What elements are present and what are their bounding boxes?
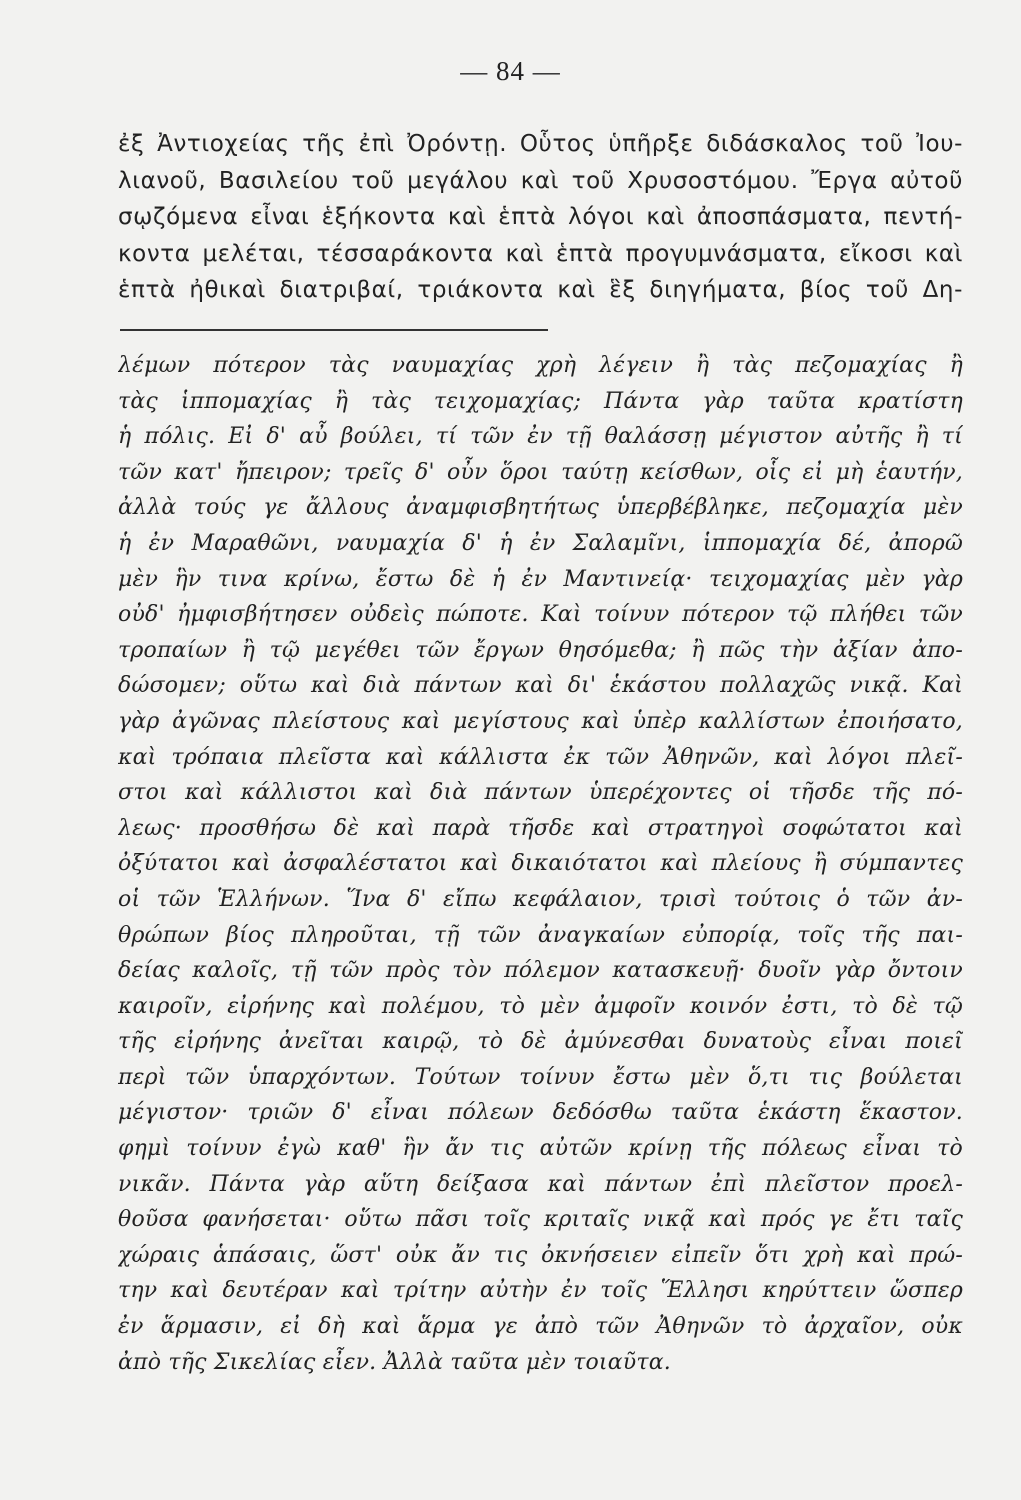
footnote-line: θρώπων βίος πληροῦται, τῇ τῶν ἀναγκαίων εὐπορίᾳ, τοῖς τῆς παι- — [118, 922, 963, 948]
footnote-line: στοι καὶ κάλλιστοι καὶ διὰ πάντων ὑπερέχοντες οἱ τῆσδε τῆς πό- — [118, 780, 963, 806]
text-line: ἐξ Ἀντιοχείας τῆς ἐπὶ Ὀρόντῃ. Οὗτος ὑπῆρξε διδάσκαλος τοῦ Ἰου- — [118, 131, 963, 157]
footnote-line: μὲν ἣν τινα κρίνω, ἔστω δὲ ἡ ἐν Μαντινείᾳ· τειχομαχίας μὲν γὰρ — [118, 566, 963, 592]
text-line: ἑπτὰ ἠθικαὶ διατριβαί, τριάκοντα καὶ ἓξ διηγήματα, βίος τοῦ Δη- — [118, 277, 963, 303]
footnote-line: ὀξύτατοι καὶ ἀσφαλέστατοι καὶ δικαιότατοι καὶ πλείους ἢ σύμπαντες — [118, 851, 963, 877]
text-line: λιανοῦ, Βασιλείου τοῦ μεγάλου καὶ τοῦ Χρυσοστόμου. Ἔργα αὐτοῦ — [118, 167, 963, 194]
footnote-line: ἐν ἅρμασιν, εἰ δὴ καὶ ἅρμα γε ἀπὸ τῶν Ἀθηνῶν τὸ ἀρχαῖον, οὐκ — [118, 1314, 963, 1340]
footnote-line: τροπαίων ἢ τῷ μεγέθει τῶν ἔργων θησόμεθα; ἢ πῶς τὴν ἀξίαν ἀπο- — [118, 637, 963, 663]
footnote-line: τὰς ἱππομαχίας ἢ τὰς τειχομαχίας; Πάντα γὰρ ταῦτα κρατίστη — [118, 388, 963, 414]
footnote-line: λέμων πότερον τὰς ναυμαχίας χρὴ λέγειν ἢ τὰς πεζομαχίας ἢ — [118, 353, 963, 378]
footnote-line: οἱ τῶν Ἑλλήνων. Ἵνα δ' εἴπω κεφάλαιον, τρισὶ τούτοις ὁ τῶν ἀν- — [118, 886, 963, 912]
footnote-line: τῶν κατ' ἤπειρον; τρεῖς δ' οὖν ὅροι ταύτῃ κείσθων, οἷς εἰ μὴ ἑαυτήν, — [118, 459, 963, 485]
footnote-line: περὶ τῶν ὑπαρχόντων. Τούτων τοίνυν ἔστω μὲν ὅ,τι τις βούλεται — [118, 1064, 963, 1090]
footnote-line: φημὶ τοίνυν ἐγὼ καθ' ἣν ἄν τις αὐτῶν κρίνῃ τῆς πόλεως εἶναι τὸ — [118, 1136, 963, 1162]
footnote-line: νικᾶν. Πάντα γὰρ αὕτη δείξασα καὶ πάντων ἐπὶ πλεῖστον προελ- — [118, 1171, 963, 1197]
footnote-line: ἀλλὰ τούς γε ἄλλους ἀναμφισβητήτως ὑπερβέβληκε, πεζομαχία μὲν — [118, 495, 963, 521]
footnote-line: θοῦσα φανήσεται· οὕτω πᾶσι τοῖς κριταῖς νικᾷ καὶ πρός γε ἔτι ταῖς — [118, 1207, 963, 1233]
footnote-line: την καὶ δευτέραν καὶ τρίτην αὐτὴν ἐν τοῖς Ἕλλησι κηρύττειν ὥσπερ — [118, 1278, 963, 1304]
footnote-line: ἡ ἐν Μαραθῶνι, ναυμαχία δ' ἡ ἐν Σαλαμῖνι, ἱππομαχία δέ, ἀπορῶ — [118, 530, 963, 556]
footnote-line: λεως· προσθήσω δὲ καὶ παρὰ τῆσδε καὶ στρατηγοὶ σοφώτατοι καὶ — [118, 815, 963, 841]
footnote-line: δείας καλοῖς, τῇ τῶν πρὸς τὸν πόλεμον κατασκευῇ· δυοῖν γὰρ ὄντοιν — [118, 958, 963, 984]
footnote-line: οὐδ' ἠμφισβήτησεν οὐδεὶς πώποτε. Καὶ τοίνυν πότερον τῷ πλήθει τῶν — [118, 602, 963, 628]
footnote-line: καιροῖν, εἰρήνης καὶ πολέμου, τὸ μὲν ἀμφοῖν κοινόν ἐστι, τὸ δὲ τῷ — [118, 993, 963, 1019]
footnote-line: ἡ πόλις. Εἰ δ' αὖ βούλει, τί τῶν ἐν τῇ θαλάσσῃ μέγιστον αὐτῆς ἢ τί — [118, 424, 963, 450]
text-line: κοντα μελέται, τέσσαράκοντα καὶ ἑπτὰ προγυμνάσματα, εἴκοσι καὶ — [118, 240, 963, 267]
footnote-line: δώσομεν; οὕτω καὶ διὰ πάντων καὶ δι' ἑκάστου πολλαχῶς νικᾷ. Καὶ — [118, 673, 963, 699]
main-paragraph — [118, 126, 963, 309]
footnote-line: τῆς εἰρήνης ἀνεῖται καιρῷ, τὸ δὲ ἀμύνεσθαι δυνατοὺς εἶναι ποιεῖ — [118, 1029, 963, 1055]
footnote-paragraph — [118, 348, 963, 1380]
footnote-line: χώραις ἁπάσαις, ὥστ' οὐκ ἄν τις ὀκνήσειεν εἰπεῖν ὅτι χρὴ καὶ πρώ- — [118, 1242, 963, 1268]
footnote-line: μέγιστον· τριῶν δ' εἶναι πόλεων δεδόσθω ταῦτα ἑκάστη ἕκαστον. — [118, 1100, 963, 1126]
page-number: — 84 — — [460, 56, 561, 86]
footnote-line: γὰρ ἀγῶνας πλείστους καὶ μεγίστους καὶ ὑπὲρ καλλίστων ἐποιήσατο, — [118, 708, 963, 734]
footnote-separator — [120, 329, 548, 331]
footnote-line: ἀπὸ τῆς Σικελίας εἶεν. Ἀλλὰ ταῦτα μὲν τοιαῦτα. — [118, 1349, 671, 1375]
footnote-line: καὶ τρόπαια πλεῖστα καὶ κάλλιστα ἐκ τῶν Ἀθηνῶν, καὶ λόγοι πλεῖ- — [118, 744, 963, 770]
text-line: σῳζόμενα εἶναι ἑξήκοντα καὶ ἑπτὰ λόγοι καὶ ἀποσπάσματα, πεντή- — [118, 204, 963, 230]
